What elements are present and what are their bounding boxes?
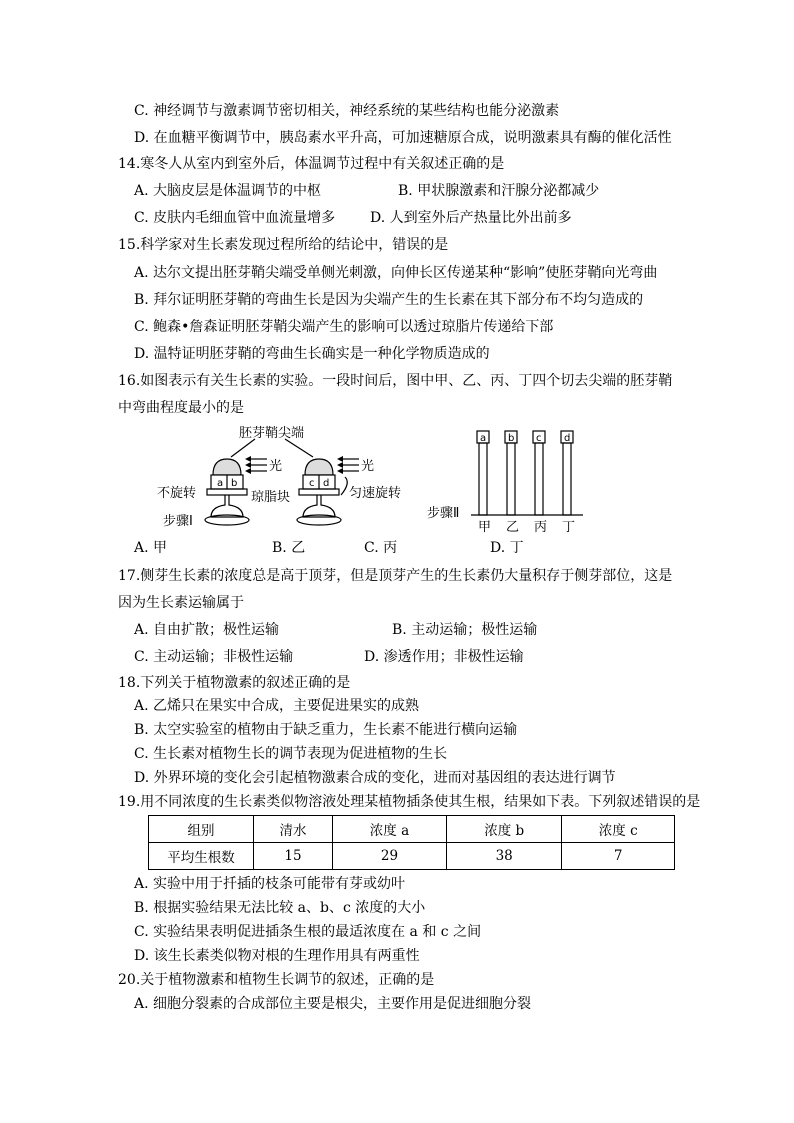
q13-option-d: D. 在血糖平衡调节中，胰岛素水平升高，可加速糖原合成，说明激素具有酶的催化活性 xyxy=(134,130,672,146)
name-yi: 乙 xyxy=(506,520,520,535)
q17-stem-line1: 17.侧芽生长素的浓度总是高于顶芽，但是顶芽产生的生长素仍大量积存于侧芽部位，这是 xyxy=(118,568,673,584)
q18-stem: 18.下列关于植物激素的叙述正确的是 xyxy=(118,675,351,691)
q17-option-a: A. 自由扩散；极性运输 xyxy=(134,622,280,638)
block-b: b xyxy=(231,478,238,489)
table-header-cell: 组别 xyxy=(149,816,254,843)
block-c: c xyxy=(309,478,315,489)
step2-block-c: c xyxy=(536,433,542,444)
q18-option-d: D. 外界环境的变化会引起植物激素合成的变化，进而对基因组的表达进行调节 xyxy=(134,770,616,786)
step2-block-b: b xyxy=(508,433,515,444)
q14-option-d: D. 人到室外后产热量比外出前多 xyxy=(370,210,572,226)
table-cell: 29 xyxy=(333,843,447,870)
light-label-left: 光 xyxy=(269,459,283,474)
q17-option-c: C. 主动运输；非极性运输 xyxy=(134,649,294,665)
q17-stem-line2: 因为生长素运输属于 xyxy=(118,595,244,611)
step2-block-d: d xyxy=(564,433,571,444)
q19-option-c: C. 实验结果表明促进插条生根的最适浓度在 a 和 c 之间 xyxy=(134,924,482,940)
q18-option-c: C. 生长素对植物生长的调节表现为促进植物的生长 xyxy=(134,746,448,762)
q20-option-a: A. 细胞分裂素的合成部位主要是根尖，主要作用是促进细胞分裂 xyxy=(134,996,532,1012)
q16-option-d: D. 丁 xyxy=(490,540,524,556)
q16-stem-line2: 中弯曲程度最小的是 xyxy=(118,400,244,416)
table-header-cell: 浓度 c xyxy=(562,816,675,843)
table-header-cell: 浓度 b xyxy=(446,816,562,843)
name-ding: 丁 xyxy=(562,520,576,535)
q15-stem: 15.科学家对生长素发现过程所给的结论中，错误的是 xyxy=(118,237,449,253)
q14-option-c: C. 皮肤内毛细血管中血流量增多 xyxy=(134,210,336,226)
name-jia: 甲 xyxy=(478,520,492,535)
q15-option-c: C. 鲍森•詹森证明胚芽鞘尖端产生的影响可以透过琼脂片传递给下部 xyxy=(134,319,554,335)
q16-stem-line1: 16.如图表示有关生长素的实验。一段时间后，图中甲、乙、丙、丁四个切去尖端的胚芽鞘 xyxy=(118,373,673,389)
q15-option-d: D. 温特证明胚芽鞘的弯曲生长确实是一种化学物质造成的 xyxy=(134,346,490,362)
table-header-row xyxy=(149,816,675,843)
q19-stem: 19.用不同浓度的生长素类似物溶液处理某植物插条使其生根，结果如下表。下列叙述错误的是 xyxy=(118,794,701,810)
q17-option-b: B. 主动运输；极性运输 xyxy=(392,622,538,638)
q16-figure xyxy=(155,425,595,535)
step2-block-a: a xyxy=(480,433,487,444)
block-a: a xyxy=(217,478,224,489)
q15-option-a: A. 达尔文提出胚芽鞘尖端受单侧光刺激，向伸长区传递某种“影响”使胚芽鞘向光弯曲 xyxy=(134,265,658,281)
q19-option-a: A. 实验中用于扦插的枝条可能带有芽或幼叶 xyxy=(134,876,406,892)
table-cell: 7 xyxy=(562,843,675,870)
q15-option-b: B. 拜尔证明胚芽鞘的弯曲生长是因为尖端产生的生长素在其下部分布不均匀造成的 xyxy=(134,292,644,308)
rotate-label: 匀速旋转 xyxy=(349,486,402,501)
q18-option-b: B. 太空实验室的植物由于缺乏重力，生长素不能进行横向运输 xyxy=(134,722,518,738)
table-cell: 38 xyxy=(446,843,562,870)
q18-option-a: A. 乙烯只在果实中合成，主要促进果实的成熟 xyxy=(134,698,420,714)
step2-label: 步骤Ⅱ xyxy=(427,506,460,521)
table-row xyxy=(149,843,675,870)
table-cell: 15 xyxy=(254,843,333,870)
q13-option-c: C. 神经调节与激素调节密切相关，神经系统的某些结构也能分泌激素 xyxy=(134,103,560,119)
light-label-right: 光 xyxy=(361,459,375,474)
agar-label: 琼脂块 xyxy=(251,490,291,505)
q16-option-b: B. 乙 xyxy=(272,540,306,556)
q14-stem: 14.寒冬人从室内到室外后，体温调节过程中有关叙述正确的是 xyxy=(118,156,505,172)
q14-option-b: B. 甲状腺激素和汗腺分泌都减少 xyxy=(398,183,600,199)
block-d: d xyxy=(323,478,330,489)
q17-option-d: D. 渗透作用；非极性运输 xyxy=(364,649,524,665)
table-header-cell: 清水 xyxy=(254,816,333,843)
no-rotate-label: 不旋转 xyxy=(157,486,197,501)
q16-option-c: C. 丙 xyxy=(364,540,398,556)
q14-option-a: A. 大脑皮层是体温调节的中枢 xyxy=(134,183,322,199)
q19-results-table xyxy=(148,815,675,870)
tip-label: 胚芽鞘尖端 xyxy=(239,426,305,441)
q16-option-a: A. 甲 xyxy=(134,540,168,556)
q19-option-d: D. 该生长素类似物对根的生理作用具有两重性 xyxy=(134,948,420,964)
table-header-cell: 浓度 a xyxy=(333,816,447,843)
step1-label: 步骤Ⅰ xyxy=(163,514,193,529)
q20-stem: 20.关于植物激素和植物生长调节的叙述，正确的是 xyxy=(118,972,435,988)
table-cell: 平均生根数 xyxy=(149,843,254,870)
q19-option-b: B. 根据实验结果无法比较 a、b、c 浓度的大小 xyxy=(134,900,426,916)
step1-apparatus xyxy=(205,439,359,525)
name-bing: 丙 xyxy=(534,520,548,535)
